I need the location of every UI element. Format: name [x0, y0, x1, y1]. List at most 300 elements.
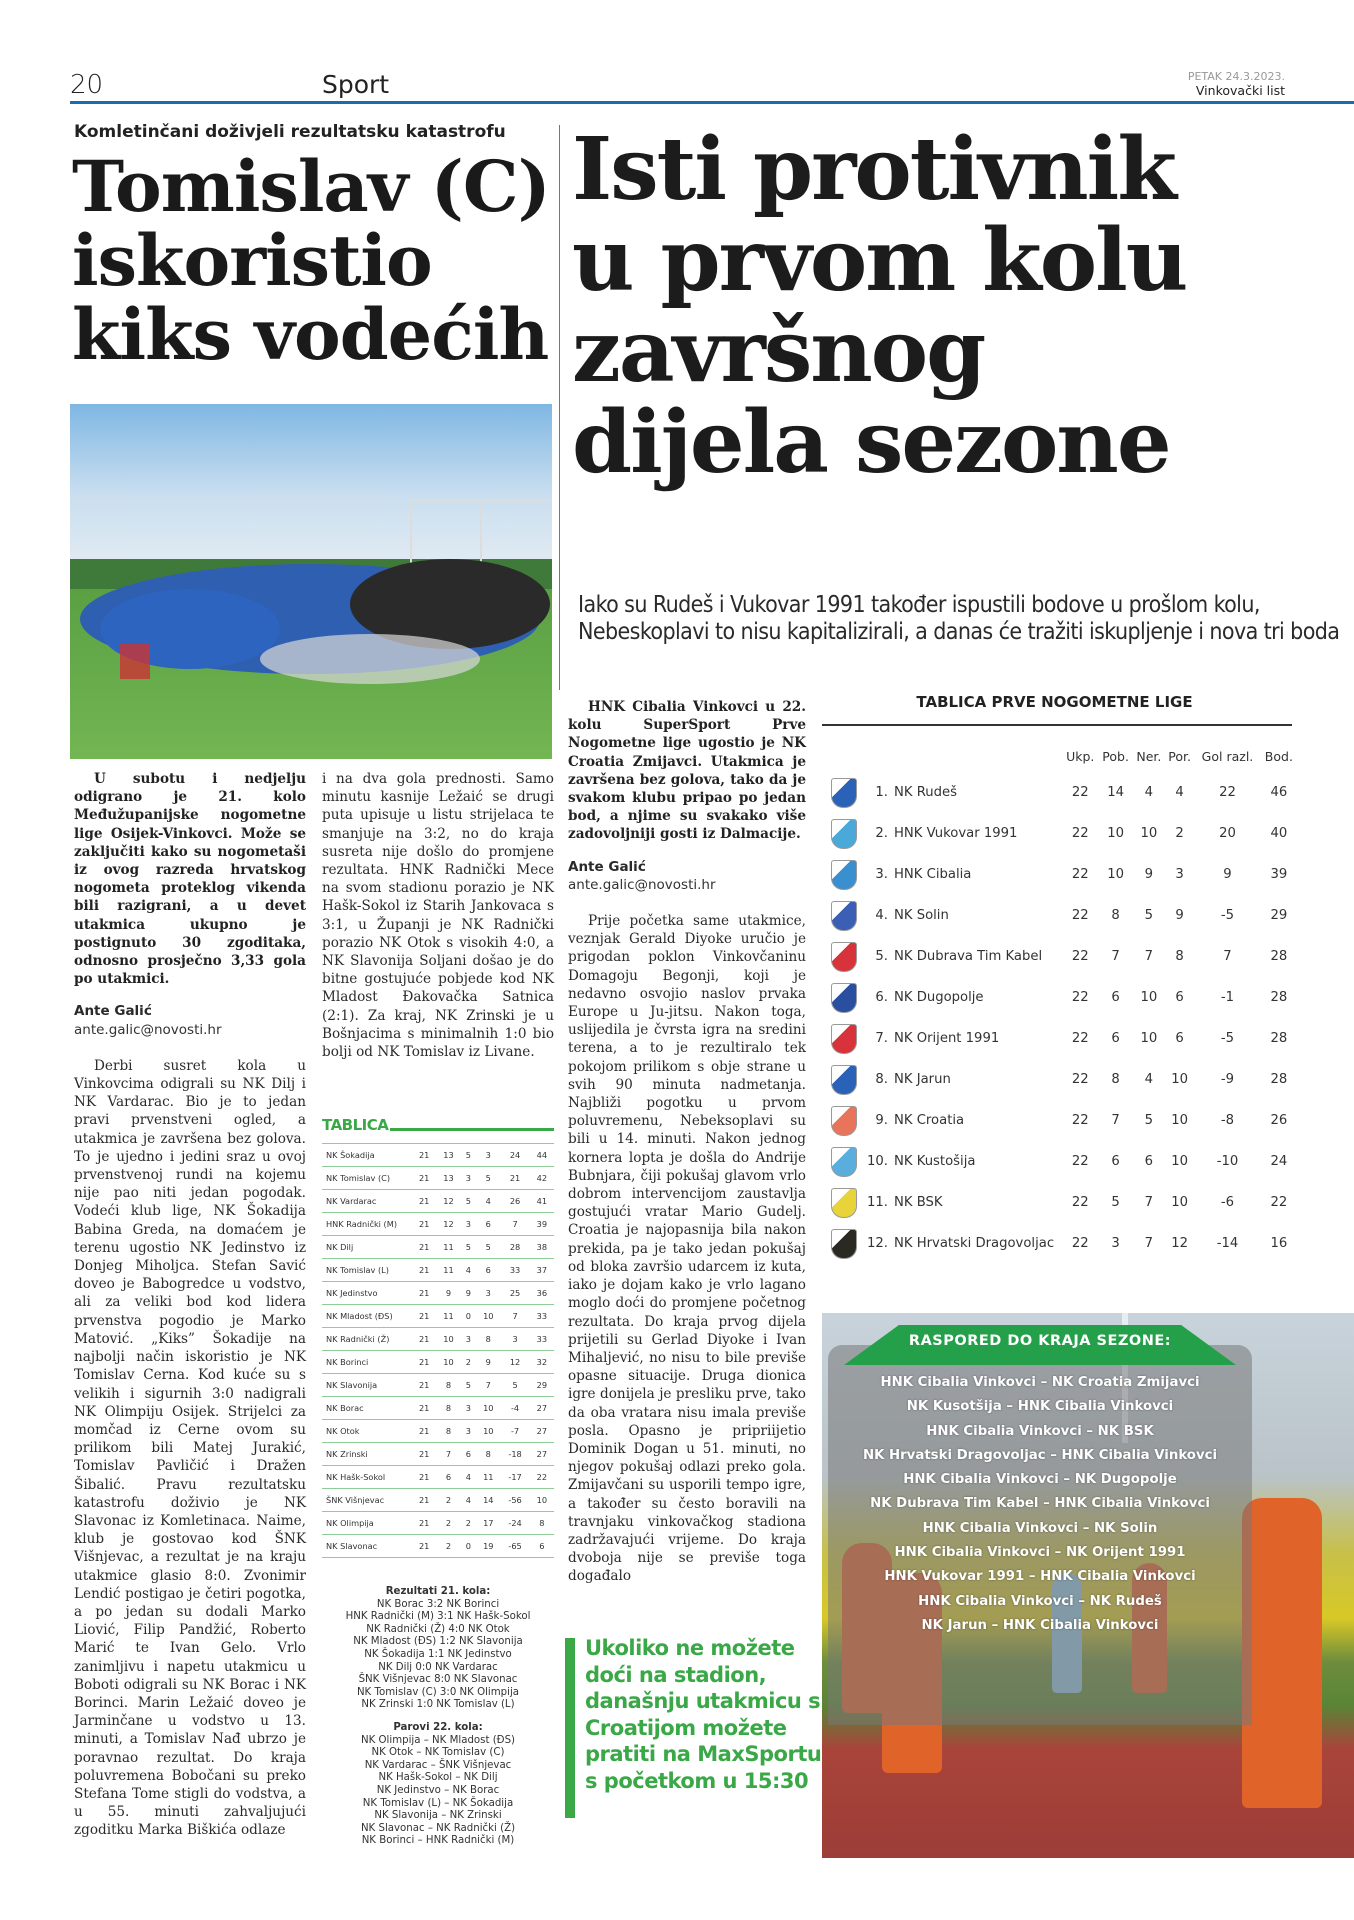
- stat-cell: 6: [1111, 990, 1120, 1005]
- list-item: NK Radnički (Ž) 4:0 NK Otok: [366, 1623, 510, 1635]
- stat-cell: -5: [1220, 1031, 1235, 1046]
- stat-cell: 8: [539, 1518, 545, 1528]
- author-email[interactable]: ante.galic@novosti.hr: [74, 1021, 222, 1038]
- list-item: HNK Cibalia Vinkovci – NK BSK: [926, 1423, 1154, 1439]
- stat-cell: 3: [465, 1173, 471, 1183]
- pairs-list: [322, 1735, 554, 1848]
- list-item: HNK Radnički (M) 3:1 NK Hašk-Sokol: [345, 1611, 531, 1623]
- club-crest-cell: [822, 813, 866, 854]
- club-crest-cell: [822, 977, 866, 1018]
- stat-cell: 5: [465, 1242, 471, 1252]
- author-name: Ante Galić: [568, 858, 646, 875]
- club-name: NK Jedinstvo: [326, 1288, 378, 1298]
- stat-cell: 11: [483, 1472, 494, 1482]
- stat-cell: 33: [536, 1334, 548, 1344]
- author-name: Ante Galić: [74, 1003, 152, 1020]
- stat-cell: 3: [465, 1403, 471, 1413]
- table-row: [822, 1223, 1297, 1264]
- stat-cell: 21: [418, 1518, 430, 1528]
- club-name: NK Solin: [894, 907, 949, 923]
- club-name: NK Mladost (ĐS): [326, 1311, 393, 1321]
- stat-cell: 22: [536, 1472, 548, 1482]
- column-header: Ukp.: [1066, 748, 1095, 764]
- stat-cell: -9: [1220, 1072, 1235, 1087]
- rank: 2.: [875, 826, 888, 841]
- title-line: Tomislav (C): [72, 145, 550, 228]
- stat-cell: 0: [465, 1541, 471, 1551]
- stat-cell: 6: [485, 1219, 491, 1229]
- club-crest-icon: [831, 901, 857, 931]
- stat-cell: 10: [1171, 1072, 1188, 1087]
- left-article-col2: [322, 770, 554, 1061]
- stat-cell: 21: [418, 1196, 430, 1206]
- stat-cell: 5: [485, 1242, 491, 1252]
- club-name: NK Olimpija: [326, 1518, 374, 1528]
- list-item: NK Jarun – HNK Cibalia Vinkovci: [921, 1617, 1159, 1633]
- stat-cell: -65: [508, 1541, 522, 1551]
- stat-cell: 28: [1270, 1031, 1288, 1046]
- table-row: [822, 772, 1297, 813]
- stat-cell: 3: [512, 1334, 518, 1344]
- heading-rule: [390, 1128, 554, 1131]
- section-title: Sport: [322, 70, 390, 99]
- stat-cell: 22: [1071, 908, 1089, 923]
- list-item: NK Kusotšija – HNK Cibalia Vinkovci: [906, 1399, 1174, 1415]
- club-name: HNK Radnički (M): [326, 1219, 398, 1229]
- table-row: [822, 977, 1297, 1018]
- left-article-body-continued: i na dva gola prednosti. Samo minutu kasnije Ležaić se drugi puta upisuje u listu strijelaca te smanjuje na 3:2, no do kraja susreta nije došlo do promjene rezultata. HNK Radnički Mece na svom stadionu porazio je NK Hašk-Sokol iz Starih Jankovaca s 3:1, u Županji je NK Radnički porazio NK Otok s visokih 4:0, a NK Slavonija Soljani došao je do bitne gostujuće pobjede kod NK Mladost Đakovačka Satnica (2:1). Za kraj, NK Zrinski je u Bošnjacima s minimalnih 1:0 bio bolji od NK Tomislav iz Livane.: [322, 771, 554, 1061]
- stat-cell: 32: [536, 1357, 548, 1367]
- list-item: NK Hašk-Sokol – NK Dilj: [378, 1772, 498, 1784]
- stat-cell: 24: [509, 1150, 521, 1160]
- title-line: kiks vodećih: [72, 293, 549, 376]
- stat-cell: 40: [1270, 826, 1288, 841]
- small-table-heading: [322, 1116, 554, 1134]
- stat-cell: 21: [418, 1265, 430, 1275]
- stat-cell: 7: [1223, 949, 1232, 964]
- stat-cell: 6: [1111, 1031, 1120, 1046]
- club-name: NK Rudeš: [894, 784, 957, 800]
- stat-cell: 9: [1175, 908, 1184, 923]
- stat-cell: 13: [443, 1173, 454, 1183]
- stat-cell: 21: [418, 1495, 430, 1505]
- left-article-col1: [74, 770, 306, 1840]
- club-crest-cell: [822, 772, 866, 813]
- club-name: NK Kustošija: [894, 1153, 976, 1169]
- stat-cell: 6: [465, 1449, 471, 1459]
- stat-cell: 21: [418, 1334, 430, 1344]
- stat-cell: 0: [465, 1311, 471, 1321]
- results-heading: Rezultati 21. kola:: [385, 1586, 491, 1597]
- stat-cell: 2: [445, 1518, 452, 1528]
- list-item: NK Dubrava Tim Kabel – HNK Cibalia Vinkovci: [870, 1496, 1210, 1512]
- rank: 5.: [875, 949, 888, 964]
- stat-cell: 6: [1144, 1154, 1154, 1169]
- club-name: ŠNK Višnjevac: [326, 1495, 385, 1505]
- stat-cell: 7: [445, 1449, 452, 1459]
- stat-cell: 9: [1144, 867, 1154, 882]
- stat-cell: 10: [483, 1311, 494, 1321]
- stat-cell: -6: [1220, 1195, 1235, 1210]
- stat-cell: 4: [1175, 785, 1184, 800]
- list-item: NK Slavonac – NK Radnički (Ž): [360, 1822, 516, 1834]
- title-line: iskoristio: [72, 219, 432, 302]
- stat-cell: -10: [1216, 1154, 1239, 1169]
- table-row: [322, 1397, 554, 1420]
- stat-cell: 21: [418, 1449, 430, 1459]
- stat-cell: 22: [1071, 785, 1089, 800]
- stat-cell: 29: [536, 1380, 548, 1390]
- club-crest-cell: [822, 895, 866, 936]
- club-crest-icon: [831, 1065, 857, 1095]
- stat-cell: 37: [536, 1265, 548, 1275]
- stat-cell: -17: [508, 1472, 522, 1482]
- results-list: [322, 1599, 554, 1712]
- stat-cell: 11: [443, 1265, 454, 1275]
- stat-cell: 10: [483, 1426, 494, 1436]
- club-crest-icon: [831, 819, 857, 849]
- table-row: [822, 1100, 1297, 1141]
- stat-cell: 5: [465, 1150, 471, 1160]
- list-item: NK Borinci – HNK Radnički (M): [361, 1835, 515, 1847]
- column-header: [866, 740, 894, 772]
- column-header: Por.: [1168, 748, 1191, 764]
- stat-cell: 4: [1144, 1072, 1154, 1087]
- stat-cell: 10: [1107, 826, 1124, 841]
- club-name: NK Hašk-Sokol: [326, 1472, 386, 1482]
- stat-cell: -56: [508, 1495, 522, 1505]
- stat-cell: 22: [1071, 1154, 1089, 1169]
- stat-cell: 6: [485, 1265, 491, 1275]
- stat-cell: 10: [483, 1403, 494, 1413]
- stat-cell: 10: [443, 1334, 454, 1344]
- stat-cell: 21: [418, 1173, 430, 1183]
- stat-cell: 8: [445, 1403, 452, 1413]
- county-league-table: [322, 1143, 554, 1558]
- table-row: [822, 1182, 1297, 1223]
- stat-cell: 11: [443, 1242, 454, 1252]
- player-figure: [1242, 1498, 1322, 1808]
- stat-cell: 12: [443, 1219, 454, 1229]
- stat-cell: 16: [1270, 1236, 1288, 1251]
- list-item: NK Mladost (ĐS) 1:2 NK Slavonija: [353, 1636, 523, 1648]
- stat-cell: 6: [1175, 990, 1184, 1005]
- stat-cell: 3: [465, 1426, 471, 1436]
- column-header: [822, 740, 866, 772]
- stat-cell: -18: [508, 1449, 522, 1459]
- stat-cell: 12: [1171, 1236, 1188, 1251]
- stat-cell: 14: [1107, 785, 1124, 800]
- column-header: Pob.: [1102, 748, 1129, 764]
- stat-cell: 2: [465, 1518, 471, 1528]
- list-item: HNK Cibalia Vinkovci – NK Dugopolje: [903, 1472, 1177, 1488]
- stat-cell: 27: [536, 1426, 548, 1436]
- stat-cell: 10: [1171, 1113, 1188, 1128]
- club-crest-icon: [831, 942, 857, 972]
- stat-cell: 5: [465, 1380, 471, 1390]
- stat-cell: 7: [1144, 1236, 1154, 1251]
- club-name: NK Tomislav (C): [326, 1173, 391, 1183]
- schedule-list: [828, 1371, 1252, 1638]
- stat-cell: 6: [445, 1472, 452, 1482]
- stat-cell: 12: [443, 1196, 454, 1206]
- stat-cell: -8: [1220, 1113, 1235, 1128]
- stat-cell: 25: [509, 1288, 521, 1298]
- club-name: NK Otok: [326, 1426, 360, 1436]
- stat-cell: 2: [445, 1541, 452, 1551]
- stat-cell: 3: [465, 1334, 471, 1344]
- stat-cell: 22: [1071, 1113, 1089, 1128]
- stat-cell: 22: [1270, 1195, 1288, 1210]
- stat-cell: 28: [1270, 949, 1288, 964]
- club-name: NK Radnički (Ž): [326, 1334, 390, 1344]
- club-name: NK Croatia: [894, 1112, 965, 1128]
- stat-cell: 5: [1111, 1195, 1120, 1210]
- table-header-row: [822, 740, 1297, 772]
- broadcast-promo: Ukoliko ne možete doći na stadion, današnju utakmicu s Croatijom možete pratiti na MaxSportu s početkom u 15:30: [585, 1636, 822, 1793]
- stat-cell: 7: [1144, 1195, 1154, 1210]
- club-name: NK Borac: [326, 1403, 364, 1413]
- stat-cell: 28: [509, 1242, 521, 1252]
- stat-cell: 21: [418, 1472, 430, 1482]
- stat-cell: 4: [485, 1196, 491, 1206]
- stat-cell: 21: [418, 1150, 430, 1160]
- list-item: NK Jedinstvo – NK Borac: [376, 1784, 500, 1796]
- club-name: NK Borinci: [326, 1357, 369, 1367]
- stat-cell: 22: [1071, 1072, 1089, 1087]
- list-item: HNK Cibalia Vinkovci – NK Rudeš: [918, 1593, 1162, 1609]
- main-article-title: [572, 119, 1352, 493]
- author-email[interactable]: ante.galic@novosti.hr: [568, 876, 716, 893]
- table-row: [322, 1420, 554, 1443]
- column-header: Gol razl.: [1201, 748, 1254, 764]
- table-row: [322, 1167, 554, 1190]
- column-header: Bod.: [1264, 748, 1293, 764]
- rank: 12.: [867, 1236, 888, 1251]
- club-crest-cell: [822, 1059, 866, 1100]
- stat-cell: 5: [512, 1380, 518, 1390]
- stat-cell: 2: [1175, 826, 1184, 841]
- club-name: NK Hrvatski Dragovoljac: [894, 1235, 1055, 1251]
- club-name: NK Šokadija: [326, 1150, 375, 1160]
- left-article-body: Derbi susret kola u Vinkovcima odigrali su NK Dilj i NK Vardarac. Bio je to jedan pravi prvenstveni ogled, a utakmica je završena bez golova. To je ujedno i jedini sraz u ovoj prvenstvenoj rundi na kojemu nije pao niti jedan pogodak. Vodeći klub lige, NK Šokadija Babina Greda, na domaćem je terenu ugostio NK Jedinstvo iz Donjeg Miholjca. Stefan Savić doveo je Babogredce u vodstvo, ali za veliki bod kod lidera prvenstva pogodio je Marko Matović. „Kiks” Šokadije na najbolji način iskoristio je NK Tomislav Cerna. Kod kuće su s velikih i sigurnih 3:0 nadigrali NK Olimpiju Osijek. Strijelci za momčad iz Cerne ovom su prilikom bili Matej Jurakić, Tomislav Pavličić i Dražen Šibalić. Pravu rezultatsku katastrofu doživio je NK Slavonac iz Komletinaca. Naime, klub je gostovao kod ŠNK Višnjevac, a rezultat je na kraju utakmice glasio 8:0. Zvonimir Lendić postigao je četiri pogotka, a po jedan su dodali Marko Liović, Filip Pandžić, Roberto Marić te Ivan Gelo. Vrlo zanimljivu i napetu utakmicu u Boboti odigrali su NK Borac i NK Borinci. Marin Ležaić doveo je Jarminčane u vodstvo u 13. minuti, a Tomislav Nađ ubrzo je poravnao rezultat. Do kraja poluvremena Bobočani su preko Stefana Tome stigli do vodstva, a u 55. minuti zahvaljujući zgoditku Marka Biškića odlaze: [74, 1057, 306, 1839]
- results-box: [322, 1580, 554, 1848]
- left-article-kicker: Komletinčani doživjeli rezultatsku katastrofu: [74, 122, 506, 142]
- stat-cell: 9: [1223, 867, 1232, 882]
- stat-cell: 21: [418, 1426, 430, 1436]
- column-divider: [559, 125, 560, 690]
- stat-cell: 13: [443, 1150, 454, 1160]
- stat-cell: 9: [445, 1288, 452, 1298]
- main-article-column: [568, 698, 806, 1586]
- stat-cell: 33: [536, 1311, 548, 1321]
- list-item: HNK Vukovar 1991 – HNK Cibalia Vinkovci: [884, 1569, 1196, 1585]
- rank: 3.: [875, 867, 888, 882]
- stat-cell: 3: [485, 1150, 491, 1160]
- rank: 1.: [875, 785, 888, 800]
- stat-cell: 24: [1270, 1154, 1288, 1169]
- table-row: [322, 1535, 554, 1558]
- stat-cell: 22: [1071, 990, 1089, 1005]
- main-article-body: Prije početka same utakmice, veznjak Gerald Diyoke uručio je prigodan poklon Vinkovčaninu Domagoju Begonji, koji je nedavno osvojio naslov prvaka Europe u Ju-jitsu. Nakon toga, uslijedila je čvrsta igra na sredini terena, a to je rezultiralo tek pokojom prilikom s obje strane u svih 90 minuta nadmetanja. Najbliži pogotku u prvom poluvremenu, Nebeksoplavi su bili u 14. minuti. Nakon jednog kornera lopta je došla do Andrije Bubnjara, čiji pokušaj glavom vrlo dobrom intervencijom zaustavlja gostujući vratar Mario Gudelj. Croatia je najopasnija bila nakon prekida, pa je tako jedan pokušaj od bloka završio udarcem iz kuta, iako je dojam kako je vrlo lagano moglo doći do promjene početnog rezultata. Do kraja prvog dijela prijetili su Gerlad Diyoke i Ivan Mihaljević, no nisu to bile previše opasne situacije. Druga dionica igre donijela je presliku prve, tako da oba vratara nisu imala previše posla. Opasno je pripriijetio Dominik Dogan u 51. minuti, no njegov pokušaj odlazi preko gola. Zmijavčani su usporili tempo igre, a također su često boravili na travnjaku vinkovačkog stadiona zadržavajući vrijeme. Do kraja dvoboja nije se previše toga događalo: [568, 913, 806, 1585]
- list-item: HNK Cibalia Vinkovci – NK Solin: [922, 1520, 1158, 1536]
- stat-cell: 4: [1144, 785, 1154, 800]
- table-row: [322, 1305, 554, 1328]
- main-article-lead: HNK Cibalia Vinkovci u 22. kolu SuperSport Prve Nogometne lige ugostio je NK Croatia Zmijavci. Utakmica je završena bez golova, tako da je svakom klubu pripao po jedan bod, a njime su svakako više zadovoljniji gosti iz Dalmacije.: [568, 699, 806, 843]
- stat-cell: -5: [1220, 908, 1235, 923]
- stat-cell: 22: [1071, 867, 1089, 882]
- small-table-title: TABLICA: [322, 1116, 389, 1134]
- club-name: NK Slavonija: [326, 1380, 378, 1390]
- list-item: NK Dilj 0:0 NK Vardarac: [378, 1661, 498, 1673]
- title-line: u prvom kolu: [572, 210, 1187, 311]
- stat-cell: 22: [1071, 826, 1089, 841]
- stat-cell: 41: [536, 1196, 548, 1206]
- team-celebration-photo: [70, 404, 552, 759]
- stat-cell: 22: [1071, 1236, 1089, 1251]
- stat-cell: 7: [512, 1311, 518, 1321]
- table-row: [322, 1236, 554, 1259]
- stat-cell: 8: [445, 1380, 452, 1390]
- club-crest-icon: [831, 1188, 857, 1218]
- club-crest-icon: [831, 1024, 857, 1054]
- club-name: NK Vardarac: [326, 1196, 377, 1206]
- issue-date: PETAK 24.3.2023.: [1187, 70, 1285, 83]
- stat-cell: 26: [1270, 1113, 1288, 1128]
- club-crest-icon: [831, 1147, 857, 1177]
- stat-cell: 21: [418, 1357, 430, 1367]
- stat-cell: 22: [1219, 785, 1236, 800]
- club-name: NK Jarun: [894, 1071, 951, 1087]
- list-item: NK Otok – NK Tomislav (C): [371, 1747, 505, 1759]
- stat-cell: 5: [1144, 908, 1154, 923]
- stat-cell: 10: [1140, 990, 1158, 1005]
- stat-cell: 8: [485, 1449, 491, 1459]
- club-crest-icon: [831, 983, 857, 1013]
- stat-cell: -7: [510, 1426, 520, 1436]
- stat-cell: 10: [536, 1495, 548, 1505]
- table-row: [822, 813, 1297, 854]
- stat-cell: 4: [465, 1265, 471, 1275]
- table-row: [822, 936, 1297, 977]
- stat-cell: 5: [465, 1196, 471, 1206]
- main-article-deck: Iako su Rudeš i Vukovar 1991 također ispustili bodove u prošlom kolu, Nebeskoplavi to nisu kapitalizirali, a danas će tražiti iskupljenje i nova tri boda: [578, 592, 1340, 645]
- club-crest-cell: [822, 1100, 866, 1141]
- list-item: ŠNK Višnjevac 8:0 NK Slavonac: [358, 1674, 518, 1686]
- first-league-table: [822, 740, 1297, 1264]
- stat-cell: 3: [1111, 1236, 1120, 1251]
- table-row: [322, 1190, 554, 1213]
- club-name: NK BSK: [894, 1194, 943, 1210]
- stat-cell: 19: [483, 1541, 494, 1551]
- stat-cell: 21: [509, 1173, 521, 1183]
- title-line: dijela sezone: [572, 392, 1170, 493]
- club-crest-cell: [822, 1182, 866, 1223]
- table-row: [322, 1282, 554, 1305]
- list-item: NK Hrvatski Dragovoljac – HNK Cibalia Vinkovci: [862, 1447, 1218, 1463]
- table-row: [322, 1328, 554, 1351]
- stat-cell: 8: [1111, 908, 1120, 923]
- club-crest-cell: [822, 1141, 866, 1182]
- stat-cell: -14: [1216, 1236, 1239, 1251]
- club-crest-icon: [831, 1229, 857, 1259]
- stat-cell: 8: [485, 1334, 491, 1344]
- club-crest-icon: [831, 1106, 857, 1136]
- publication-name: Vinkovački list: [1195, 83, 1285, 98]
- club-name: NK Orijent 1991: [894, 1030, 1000, 1046]
- header-rule: [70, 101, 1354, 104]
- stat-cell: 42: [536, 1173, 548, 1183]
- rank: 9.: [875, 1113, 888, 1128]
- page-number: 20: [70, 70, 104, 100]
- stat-cell: 39: [536, 1219, 548, 1229]
- stat-cell: 10: [1140, 1031, 1158, 1046]
- stat-cell: 4: [465, 1495, 471, 1505]
- stat-cell: 10: [1107, 867, 1124, 882]
- club-name: NK Tomislav (L): [326, 1265, 389, 1275]
- list-item: NK Olimpija – NK Mladost (ĐS): [360, 1734, 516, 1746]
- club-name: NK Dubrava Tim Kabel: [894, 948, 1043, 964]
- club-name: NK Slavonac: [326, 1541, 378, 1551]
- club-crest-cell: [822, 936, 866, 977]
- league-table-title: TABLICA PRVE NOGOMETNE LIGE: [916, 693, 1193, 711]
- stat-cell: 4: [465, 1472, 471, 1482]
- stat-cell: 21: [418, 1541, 430, 1551]
- stat-cell: 2: [465, 1357, 471, 1367]
- table-row: [822, 1059, 1297, 1100]
- stat-cell: 5: [1144, 1113, 1154, 1128]
- stat-cell: 7: [485, 1380, 491, 1390]
- column-header: Ner.: [1136, 748, 1162, 764]
- stat-cell: 44: [536, 1150, 548, 1160]
- club-crest-icon: [831, 860, 857, 890]
- club-name: NK Dilj: [326, 1242, 354, 1252]
- stat-cell: 6: [1175, 1031, 1184, 1046]
- stat-cell: 29: [1270, 908, 1288, 923]
- stat-cell: 8: [1111, 1072, 1120, 1087]
- stat-cell: 21: [418, 1219, 430, 1229]
- stat-cell: 6: [1111, 1154, 1120, 1169]
- stat-cell: -24: [508, 1518, 522, 1528]
- list-item: NK Slavonija – NK Zrinski: [374, 1810, 502, 1822]
- rank: 4.: [875, 908, 888, 923]
- schedule-box: [822, 1313, 1354, 1858]
- stat-cell: 3: [465, 1219, 471, 1229]
- stat-cell: 7: [512, 1219, 518, 1229]
- table-row: [322, 1351, 554, 1374]
- stat-cell: 36: [536, 1288, 548, 1298]
- stat-cell: 22: [1071, 949, 1089, 964]
- promo-accent-bar: [565, 1638, 575, 1818]
- club-name: NK Dugopolje: [894, 989, 984, 1005]
- stat-cell: 14: [483, 1495, 494, 1505]
- stat-cell: 21: [418, 1288, 430, 1298]
- stat-cell: 9: [485, 1357, 491, 1367]
- stat-cell: 2: [445, 1495, 452, 1505]
- rank: 10.: [867, 1154, 888, 1169]
- stat-cell: 21: [418, 1242, 430, 1252]
- club-crest-cell: [822, 854, 866, 895]
- stat-cell: 46: [1270, 785, 1288, 800]
- stat-cell: 38: [536, 1242, 548, 1252]
- table-row: [322, 1213, 554, 1236]
- list-item: HNK Cibalia Vinkovci – NK Orijent 1991: [894, 1545, 1186, 1561]
- table-row: [322, 1443, 554, 1466]
- stat-cell: 8: [1175, 949, 1184, 964]
- stat-cell: 5: [485, 1173, 491, 1183]
- club-name: HNK Vukovar 1991: [894, 825, 1018, 841]
- league-table-rule: [822, 724, 1292, 726]
